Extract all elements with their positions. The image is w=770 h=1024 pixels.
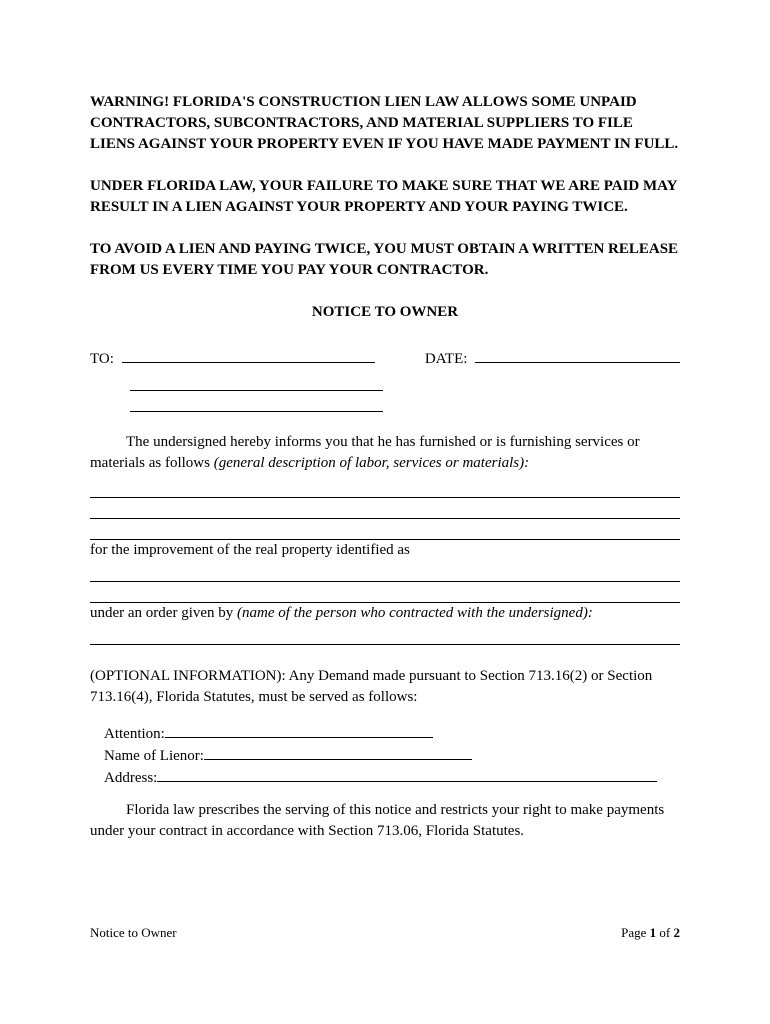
order-italic-text: (name of the person who contracted with the undersigned): — [237, 605, 593, 621]
notice-title: NOTICE TO OWNER — [311, 304, 459, 320]
address-field — [104, 767, 680, 789]
lienor-label: Name of Lienor: — [104, 748, 204, 764]
address-label: Address: — [104, 770, 158, 786]
attention-field — [104, 723, 680, 745]
warning-paragraph-1: WARNING! FLORIDA'S CONSTRUCTION LIEN LAW ALLOWS SOME UNPAID CONTRACTORS, SUBCONTRACTORS, AND MATERIAL SUPPLIERS TO FILE LIENS AGAINST YOUR PROPERTY EVEN IF YOU HAVE MADE PAYMENT IN FULL. — [90, 94, 679, 152]
to-fill-line-2 — [130, 370, 383, 391]
description-rules — [90, 477, 680, 540]
attention-fill-line — [165, 723, 433, 738]
to-fill-line-3 — [130, 391, 383, 412]
footer-of-word: of — [656, 925, 674, 940]
footer-page-number: 1 — [649, 925, 657, 940]
served-fields — [104, 723, 680, 789]
date-label: DATE: — [424, 351, 468, 367]
to-date-row — [90, 348, 680, 370]
description-rule-3 — [90, 519, 680, 540]
optional-paragraph: (OPTIONAL INFORMATION): Any Demand made pursuant to Section 713.16(2) or Section 713.16(4), Florida Statutes, must be served as follows: — [90, 668, 653, 705]
to-fill-line-1 — [122, 348, 375, 363]
description-rule-2 — [90, 498, 680, 519]
footer-page-total: 2 — [673, 925, 680, 940]
closing-paragraph: Florida law prescribes the serving of this notice and restricts your right to make payments under your contract in accordance with Section 713.06, Florida Statutes. — [90, 802, 665, 839]
footer-page-indicator — [621, 924, 680, 942]
order-rule — [90, 624, 680, 645]
property-rule-2 — [90, 582, 680, 603]
address-fill-line — [157, 767, 657, 782]
property-rule-1 — [90, 561, 680, 582]
lienor-field — [104, 745, 680, 767]
warning-paragraph-2: UNDER FLORIDA LAW, YOUR FAILURE TO MAKE SURE THAT WE ARE PAID MAY RESULT IN A LIEN AGAINST YOUR PROPERTY AND YOUR PAYING TWICE. — [90, 178, 677, 215]
date-fill-line — [475, 348, 680, 363]
footer-page-prefix: Page — [621, 925, 650, 940]
footer-doc-name: Notice to Owner — [90, 925, 177, 940]
furnish-text: The undersigned hereby informs you that he has furnished or is furnishing services or materials as follows — [90, 434, 640, 471]
furnish-italic-text: (general description of labor, services or materials): — [213, 455, 530, 471]
document-content — [90, 92, 680, 842]
page-footer — [90, 924, 680, 942]
description-rule-1 — [90, 477, 680, 498]
to-label: TO: — [90, 351, 114, 367]
lienor-fill-line — [204, 745, 472, 760]
furnish-paragraph — [90, 432, 680, 474]
order-paragraph — [90, 603, 680, 624]
order-text: under an order given by — [90, 605, 238, 621]
attention-label: Attention: — [104, 726, 165, 742]
improvement-text: for the improvement of the real property identified as — [90, 542, 410, 558]
warning-paragraph-3: TO AVOID A LIEN AND PAYING TWICE, YOU MUST OBTAIN A WRITTEN RELEASE FROM US EVERY TIME YOU PAY YOUR CONTRACTOR. — [90, 241, 679, 278]
